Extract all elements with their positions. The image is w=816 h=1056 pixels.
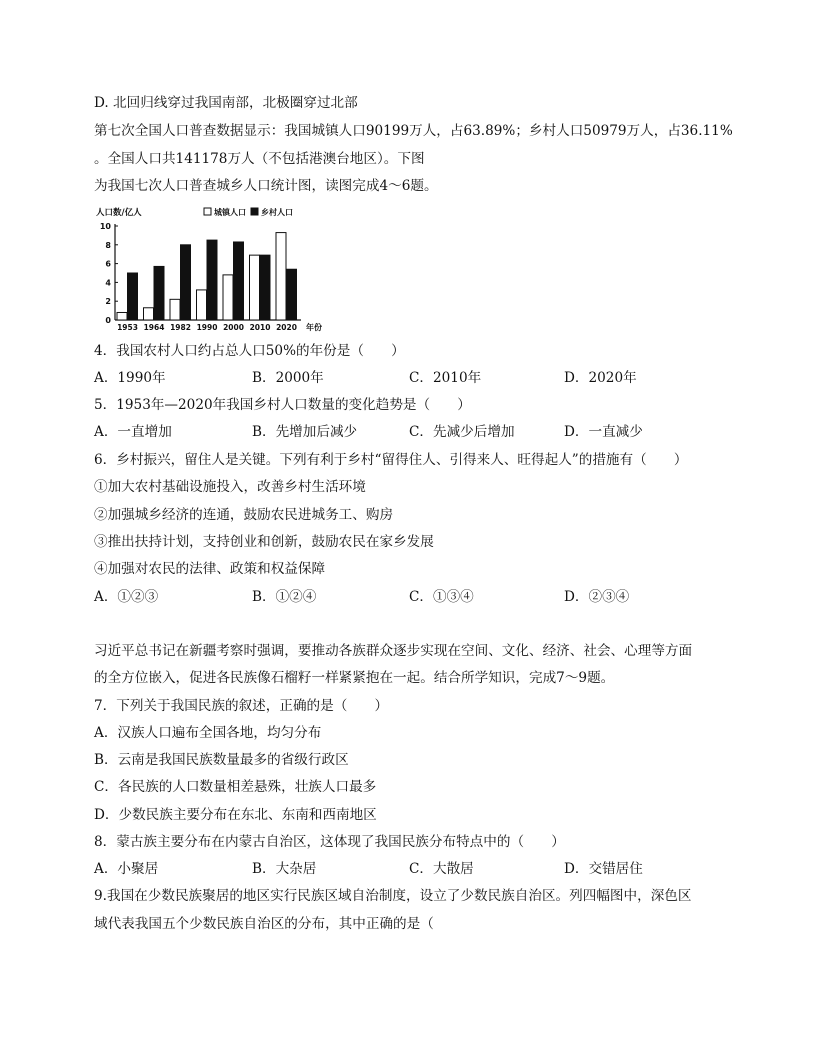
legend-swatch xyxy=(204,208,211,215)
y-tick-label: 4 xyxy=(105,278,111,288)
q8-option-d[interactable]: D．交错居住 xyxy=(564,861,643,877)
q5-option-a[interactable]: A．一直增加 xyxy=(94,424,172,440)
q4-option-a[interactable]: A．1990年 xyxy=(94,370,166,386)
y-tick-label: 6 xyxy=(105,259,111,269)
q7-option-a[interactable]: A．汉族人口遍布全国各地，均匀分布 xyxy=(94,725,322,741)
q7-option-c[interactable]: C．各民族的人口数量相差悬殊，壮族人口最多 xyxy=(94,779,377,795)
legend-swatch xyxy=(251,208,258,215)
q6-item-1: ①加大农村基础设施投入，改善乡村生活环境 xyxy=(94,479,366,495)
x-tick-label: 1964 xyxy=(143,323,165,332)
q6-item-4: ④加强对农民的法律、政策和权益保障 xyxy=(94,561,326,577)
x-tick-label: 2000 xyxy=(223,323,244,332)
passage2-line1: 习近平总书记在新疆考察时强调，要推动各族群众逐步实现在空间、文化、经济、社会、心理等方面 xyxy=(94,643,693,659)
bar-urban xyxy=(144,308,154,320)
q9-stem-line2: 域代表我国五个少数民族自治区的分布，其中正确的是（ xyxy=(94,916,434,932)
census-text-line1: 第七次全国人口普查数据显示：我国城镇人口90199万人，占63.89%；乡村人口50979万人，占36.11% xyxy=(94,123,733,139)
q9-stem-line1: 9.我国在少数民族聚居的地区实行民族区域自治制度，设立了少数民族自治区。列四幅图中，深色区 xyxy=(94,888,692,904)
q4-option-c[interactable]: C．2010年 xyxy=(409,370,482,386)
q6-item-3: ③推出扶持计划，支持创业和创新，鼓励农民在家乡发展 xyxy=(94,534,434,550)
q6-stem: 6．乡村振兴，留住人是关键。下列有利于乡村“留得住人、引得来人、旺得起人”的措施有（ ） xyxy=(94,452,688,468)
bar-rural xyxy=(181,245,191,320)
bar-urban xyxy=(197,290,207,320)
x-tick-label: 2010 xyxy=(249,323,271,332)
legend-label: 乡村人口 xyxy=(261,208,293,217)
bar-rural xyxy=(207,240,217,320)
y-tick-label: 2 xyxy=(105,297,111,307)
q7-stem: 7．下列关于我国民族的叙述，正确的是（ ） xyxy=(94,698,389,714)
bar-urban xyxy=(250,255,260,320)
q3-option-d: D. 北回归线穿过我国南部，北极圈穿过北部 xyxy=(94,95,358,111)
q5-option-d[interactable]: D．一直减少 xyxy=(564,424,643,440)
census-text-line2: 。全国人口共141178万人（不包括港澳台地区）。下图 xyxy=(94,151,425,167)
bar-rural xyxy=(128,273,138,320)
q5-stem: 5．1953年—2020年我国乡村人口数量的变化趋势是（ ） xyxy=(94,397,471,413)
bar-rural xyxy=(154,266,164,320)
q4-option-d[interactable]: D．2020年 xyxy=(564,370,637,386)
population-bar-chart xyxy=(96,203,332,333)
bar-urban xyxy=(170,299,180,320)
q8-option-a[interactable]: A．小聚居 xyxy=(94,861,159,877)
q7-option-d[interactable]: D．少数民族主要分布在东北、东南和西南地区 xyxy=(94,807,377,823)
q6-option-c[interactable]: C．①③④ xyxy=(409,589,474,605)
x-tick-label: 1990 xyxy=(196,323,218,332)
y-tick-label: 10 xyxy=(99,222,111,231)
q6-item-2: ②加强城乡经济的连通，鼓励农民进城务工、购房 xyxy=(94,507,394,523)
q7-option-b[interactable]: B．云南是我国民族数量最多的省级行政区 xyxy=(94,752,349,768)
bar-rural xyxy=(287,269,297,320)
q5-option-c[interactable]: C．先减少后增加 xyxy=(409,424,515,440)
q6-option-b[interactable]: B．①②④ xyxy=(252,589,317,605)
x-axis-label: 年份 xyxy=(306,323,322,332)
x-tick-label: 2020 xyxy=(276,323,297,332)
x-tick-label: 1953 xyxy=(117,323,138,332)
bar-rural xyxy=(260,255,270,320)
q6-option-d[interactable]: D．②③④ xyxy=(564,589,630,605)
passage2-line2: 的全方位嵌入，促进各民族像石榴籽一样紧紧抱在一起。结合所学知识，完成7～9题。 xyxy=(94,670,615,686)
q4-stem: 4．我国农村人口约占总人口50%的年份是（ ） xyxy=(94,343,405,359)
x-tick-label: 1982 xyxy=(170,323,191,332)
q4-option-b[interactable]: B．2000年 xyxy=(252,370,324,386)
bar-rural xyxy=(234,242,244,320)
census-text-line3: 为我国七次人口普查城乡人口统计图，读图完成4～6题。 xyxy=(94,178,438,194)
q5-option-b[interactable]: B．先增加后减少 xyxy=(252,424,358,440)
bar-urban xyxy=(223,275,233,320)
q8-option-b[interactable]: B．大杂居 xyxy=(252,861,317,877)
bar-urban xyxy=(117,312,127,320)
q8-stem: 8．蒙古族主要分布在内蒙古自治区，这体现了我国民族分布特点中的（ ） xyxy=(94,834,565,850)
y-axis-label: 人口数/亿人 xyxy=(96,208,142,218)
y-tick-label: 8 xyxy=(105,240,111,250)
q8-option-c[interactable]: C．大散居 xyxy=(409,861,474,877)
legend-label: 城镇人口 xyxy=(214,208,246,217)
y-tick-label: 0 xyxy=(105,316,111,325)
bar-urban xyxy=(276,233,286,320)
q6-option-a[interactable]: A．①②③ xyxy=(94,589,159,605)
